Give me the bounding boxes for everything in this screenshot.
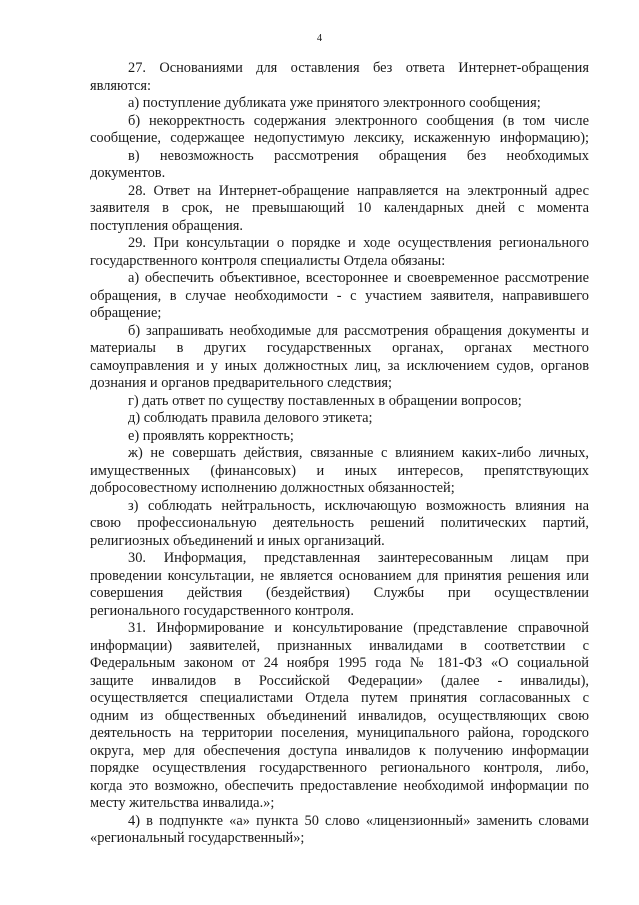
text-line: поступления обращения. [90, 217, 244, 234]
text-line: 28. Ответ на Интернет-обращение направляется на электронный адрес [128, 182, 589, 199]
text-line: 4) в подпункте «а» пункта 50 слово «лицензионный» заменить словами [128, 812, 589, 829]
text-line: заявителя в срок, не превышающий 10 календарных дней с момента [90, 200, 589, 216]
text-line: 30. Информация, представленная заинтересованным лицам при [128, 550, 589, 566]
text-line: являются: [90, 77, 152, 94]
text-line: совершения действия (бездействия) Службы при осуществлении [90, 585, 589, 601]
text-line: в) невозможность рассмотрения обращения без необходимых [128, 147, 589, 164]
text-line: г) дать ответ по существу поставленных в обращении вопросов; [128, 392, 522, 409]
text-line: государственного контроля специалисты Отдела обязаны: [90, 252, 446, 269]
text-line: информации) заявителей, признанных инвалидами в соответствии с [90, 637, 589, 654]
text-line: самоуправления и у иных должностных лиц, за исключением судов, органов [90, 357, 589, 374]
text-line: б) запрашивать необходимые для рассмотрения обращения документы и [128, 322, 589, 339]
text-line: материалы в других государственных органах, органах местного [90, 340, 589, 356]
page-number: 4 [316, 33, 323, 44]
text-line: дознания и органов предварительного следствия; [90, 375, 393, 391]
text-line: 27. Основаниями для оставления без ответа Интернет-обращения [128, 60, 589, 76]
text-line: одним из общественных объединений инвалидов, осуществляющих свою [90, 707, 589, 724]
text-line: Федеральным законом от 24 ноября 1995 года № 181-ФЗ «О социальной [90, 655, 589, 671]
text-line: религиозных объединений и иных организаций. [90, 532, 385, 549]
text-line: е) проявлять корректность; [128, 427, 294, 444]
text-line: осуществляется специалистами Отдела путем принятия согласованных с [90, 690, 589, 706]
text-line: имущественных (финансовых) и иных интересов, препятствующих [90, 462, 589, 479]
text-line: обращение; [90, 305, 162, 321]
text-line: д) соблюдать правила делового этикета; [128, 410, 373, 426]
text-line: а) поступление дубликата уже принятого электронного сообщения; [128, 95, 541, 111]
text-line: «региональный государственный»; [90, 830, 305, 846]
text-line: регионального государственного контроля. [90, 602, 354, 619]
text-line: б) некорректность содержания электронного сообщения (в том числе [128, 112, 589, 129]
text-line: ж) не совершать действия, связанные с влиянием каких-либо личных, [128, 445, 589, 461]
text-line: а) обеспечить объективное, всестороннее и своевременное рассмотрение [128, 270, 589, 286]
text-line: документов. [90, 165, 166, 181]
text-line: з) соблюдать нейтральность, исключающую возможность влияния на [128, 497, 589, 514]
text-line: округа, мер для обеспечения доступа инвалидов к получению информации [90, 742, 589, 759]
text-line: добросовестному исполнению должностных обязанностей; [90, 480, 455, 496]
text-line: 29. При консультации о порядке и ходе осуществления регионального [128, 235, 589, 251]
text-line: свою профессиональную деятельность решений политических партий, [90, 515, 589, 531]
text-line: обращения, в случае необходимости - с участием заявителя, направившего [90, 287, 589, 304]
text-line: деятельность на территории поселения, муниципального района, городского [90, 725, 589, 741]
text-line: месту жительства инвалида.»; [90, 795, 275, 811]
text-line: 31. Информирование и консультирование (представление справочной [128, 620, 589, 636]
text-line: сообщение, содержащее недопустимую лексику, искаженную информацию); [90, 130, 589, 146]
text-line: порядке осуществления государственного регионального контроля, либо, [90, 760, 589, 776]
text-line: когда это возможно, обеспечить предоставление необходимой информации по [90, 777, 589, 794]
document-body [90, 60, 589, 848]
text-line: проведении консультации, не является основанием для принятия решения или [90, 567, 589, 584]
text-line: защите инвалидов в Российской Федерации» (далее - инвалиды), [90, 672, 589, 689]
